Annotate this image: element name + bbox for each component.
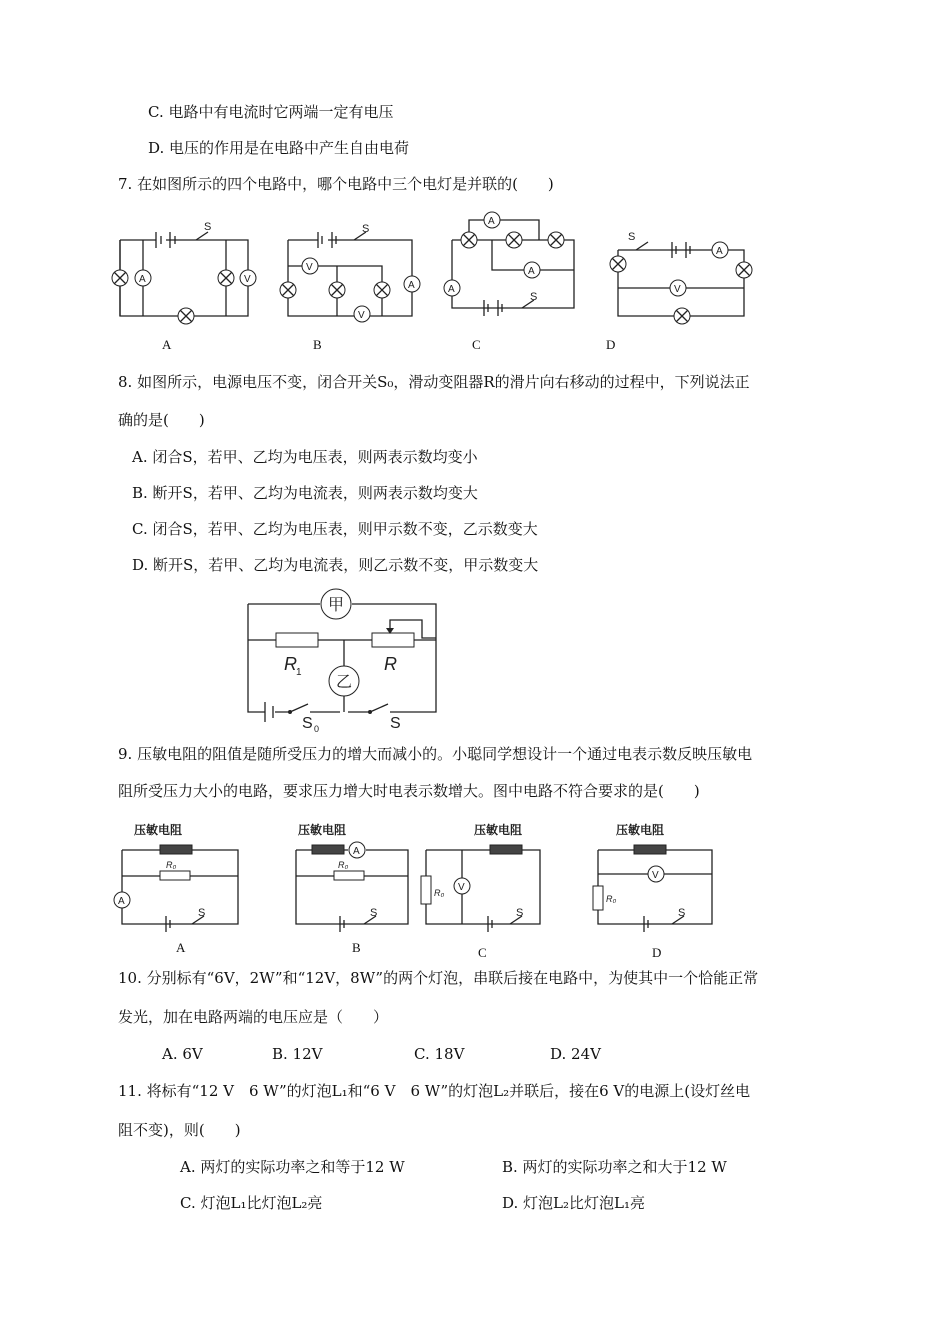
q11-option-d: D. 灯泡L₂比灯泡L₁亮	[502, 1194, 645, 1212]
svg-text:压敏电阻: 压敏电阻	[134, 823, 183, 837]
q9-circuit-b	[290, 820, 420, 930]
q7-label-b: B	[313, 337, 322, 352]
svg-text:A: A	[448, 284, 455, 295]
svg-text:S: S	[362, 223, 370, 235]
q9-circuit-c	[418, 820, 548, 930]
q7-stem: 7. 在如图所示的四个电路中，哪个电路中三个电灯是并联的( )	[118, 175, 554, 193]
svg-text:R: R	[384, 654, 397, 674]
q9-circuit-d	[590, 820, 720, 930]
meter-jia-label: 甲	[327, 597, 345, 614]
svg-text:S: S	[628, 231, 636, 243]
q7-circuit-d	[606, 228, 756, 323]
svg-text:A: A	[408, 280, 415, 291]
q8-circuit	[240, 588, 450, 733]
q10-option-a: A. 6V	[162, 1045, 203, 1063]
q10-option-d: D. 24V	[550, 1045, 601, 1063]
svg-text:0: 0	[314, 724, 320, 734]
q9-label-d: D	[652, 945, 662, 960]
q7-label-c: C	[472, 337, 481, 352]
q8-stem-line1: 8. 如图所示，电源电压不变，闭合开关S₀，滑动变阻器R的滑片向右移动的过程中，下列说法正	[118, 373, 750, 391]
meter-yi-label: 乙	[335, 674, 353, 691]
svg-text:S: S	[302, 715, 313, 732]
q10-stem-line2: 发光，加在电路两端的电压应是（ ）	[118, 1008, 389, 1026]
q9-stem-line1: 9. 压敏电阻的阻值是随所受压力的增大而减小的。小聪同学想设计一个通过电表示数反映压敏电	[118, 745, 753, 763]
q7-label-a: A	[162, 337, 172, 352]
q11-stem-line2: 阻不变)，则( )	[118, 1121, 241, 1139]
svg-text:1: 1	[296, 667, 302, 678]
svg-text:S: S	[516, 907, 524, 919]
svg-text:A: A	[716, 246, 723, 257]
q7-circuit-a	[108, 212, 258, 327]
svg-text:A: A	[118, 896, 125, 907]
q8-stem-line2: 确的是( )	[118, 411, 205, 429]
q10-option-b: B. 12V	[272, 1045, 323, 1063]
svg-text:压敏电阻: 压敏电阻	[298, 823, 347, 837]
q11-option-c: C. 灯泡L₁比灯泡L₂亮	[180, 1194, 323, 1212]
q10-option-c: C. 18V	[414, 1045, 465, 1063]
q11-stem-line1: 11. 将标有“12 V 6 W”的灯泡L₁和“6 V 6 W”的灯泡L₂并联后，接在6 V的电源上(设灯丝电	[118, 1082, 751, 1100]
svg-text:R₀: R₀	[338, 860, 349, 870]
svg-text:A: A	[353, 846, 360, 857]
pressure-sensor-icon	[160, 845, 192, 854]
q8-option-c: C. 闭合S，若甲、乙均为电压表，则甲示数不变，乙示数变大	[132, 520, 538, 538]
svg-text:R: R	[284, 654, 297, 674]
q11-option-b: B. 两灯的实际功率之和大于12 W	[502, 1158, 727, 1176]
q7-label-d: D	[606, 337, 616, 352]
svg-text:V: V	[358, 310, 365, 321]
svg-text:A: A	[528, 266, 535, 277]
q9-label-b: B	[352, 940, 361, 955]
svg-text:V: V	[674, 284, 681, 295]
svg-text:R₀: R₀	[434, 888, 445, 898]
svg-text:S: S	[370, 907, 378, 919]
q7a-switch-label: S	[204, 221, 212, 233]
svg-text:A: A	[488, 216, 495, 227]
q8-option-a: A. 闭合S，若甲、乙均为电压表，则两表示数均变小	[132, 448, 478, 466]
svg-text:S: S	[390, 715, 401, 732]
svg-text:A: A	[139, 274, 146, 285]
svg-text:R₀: R₀	[166, 860, 177, 870]
q7-circuit-b	[282, 218, 432, 328]
q6-option-c: C. 电路中有电流时它两端一定有电压	[148, 103, 394, 121]
svg-text:压敏电阻: 压敏电阻	[474, 823, 523, 837]
svg-text:S: S	[678, 907, 686, 919]
svg-text:V: V	[306, 262, 313, 273]
q9-label-c: C	[478, 945, 487, 960]
q9-label-a: A	[176, 940, 186, 955]
svg-text:R₀: R₀	[606, 894, 617, 904]
q8-option-d: D. 断开S，若甲、乙均为电流表，则乙示数不变，甲示数变大	[132, 556, 539, 574]
svg-text:V: V	[458, 882, 465, 893]
q8-option-b: B. 断开S，若甲、乙均为电流表，则两表示数均变大	[132, 484, 478, 502]
svg-text:压敏电阻: 压敏电阻	[616, 823, 665, 837]
q7-circuit-c	[444, 208, 589, 323]
svg-text:S: S	[530, 291, 538, 303]
svg-text:V: V	[244, 274, 251, 285]
q9-circuit-a	[110, 820, 245, 930]
q11-option-a: A. 两灯的实际功率之和等于12 W	[180, 1158, 405, 1176]
q10-stem-line1: 10. 分别标有“6V，2W”和“12V，8W”的两个灯泡，串联后接在电路中，为使其中一个恰能正常	[118, 969, 759, 987]
q9-stem-line2: 阻所受压力大小的电路，要求压力增大时电表示数增大。图中电路不符合要求的是( )	[118, 782, 700, 800]
svg-text:V: V	[652, 870, 659, 881]
svg-text:S: S	[198, 907, 206, 919]
q6-option-d: D. 电压的作用是在电路中产生自由电荷	[148, 139, 410, 157]
